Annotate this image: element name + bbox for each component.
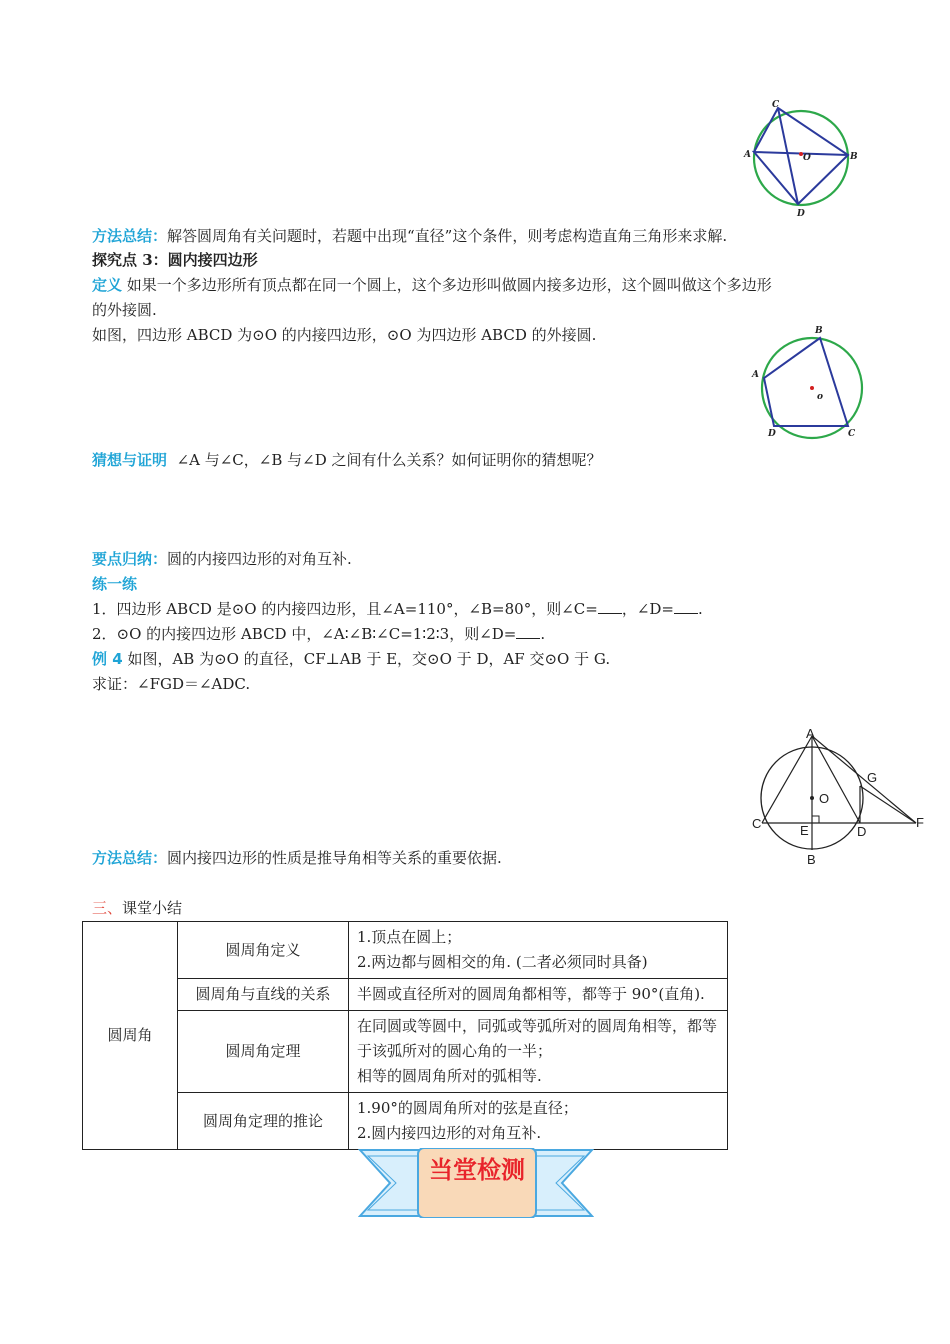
practice-question-2 [92,624,545,644]
label-O: O [803,153,811,163]
table-content-line: 在同圆或等圆中，同弧或等弧所对的圆周角相等，都等于该弧所对的圆心角的一半； [357,1017,718,1060]
table-row [83,1093,728,1150]
table-topic-cell: 圆周角与直线的关系 [178,979,349,1011]
method-summary-2 [92,848,502,868]
method-summary-label: 方法总结： [92,849,168,867]
table-content-cell [349,1011,728,1093]
section-title-explore-3: 探究点 3：圆内接四边形 [92,251,258,269]
figure-circle-diameter [740,98,864,222]
key-point-text: 圆的内接四边形的对角互补. [167,550,352,568]
table-topic-cell: 圆周角定理 [178,1011,349,1093]
table-content-line: 相等的圆周角所对的弧相等. [357,1067,542,1085]
definition-line-1 [92,275,772,295]
practice-q2-end: . [540,625,546,643]
label-A: A [744,150,751,160]
key-point [92,549,352,569]
practice-q2-text: 2．⊙O 的内接四边形 ABCD 中，∠A∶∠B∶∠C=1∶2∶3，则∠D= [92,625,517,643]
label-D: D [797,209,805,219]
label-C: C [772,100,780,110]
label-F: F [916,815,924,830]
table-content-line: 2.两边都与圆相交的角. (二者必须同时具备) [357,953,648,971]
label-O: o [817,392,824,402]
figure-example-4 [748,726,932,868]
practice-q1-text: 1．四边形 ABCD 是⊙O 的内接四边形，且∠A=110°，∠B=80°，则∠C= [92,600,598,618]
conjecture-text: ∠A 与∠C，∠B 与∠D 之间有什么关系？如何证明你的猜想呢？ [176,451,602,469]
practice-q1-mid: ，∠D= [621,600,674,618]
example-4-prove: 求证：∠FGD＝∠ADC. [92,675,251,693]
label-B: B [850,152,858,162]
table-content-line: 半圆或直径所对的圆周角都相等，都等于 90°(直角). [357,985,705,1003]
table-root-cell: 圆周角 [83,922,178,1150]
conjecture [92,450,602,470]
practice-q1-end: . [697,600,703,618]
label-B: B [807,852,816,867]
method-summary-text: 解答圆周角有关问题时，若题中出现“直径”这个条件，则考虑构造直角三角形来求解. [167,227,728,245]
label-B: B [815,326,823,336]
label-A: A [752,370,759,380]
method-summary-text: 圆内接四边形的性质是推导角相等关系的重要依据. [167,849,502,867]
answer-blank-angle-d[interactable] [516,624,540,639]
section-title: 课堂小结 [122,899,183,917]
conjecture-label: 猜想与证明 [92,451,168,469]
label-E: E [800,823,809,838]
section-number: 三、 [92,899,123,917]
practice-question-1 [92,599,703,619]
table-topic-cell: 圆周角定理的推论 [178,1093,349,1150]
table-row [83,979,728,1011]
figure-note: 如图，四边形 ABCD 为⊙O 的内接四边形，⊙O 为四边形 ABCD 的外接圆. [92,326,597,344]
table-content-line: 1.顶点在圆上； [357,928,462,946]
definition-line-2: 的外接圆. [92,301,157,319]
definition-text: 如果一个多边形所有顶点都在同一个圆上，这个多边形叫做圆内接多边形，这个圆叫做这个多边形 [126,276,772,294]
table-topic-cell: 圆周角定义 [178,922,349,979]
label-D: D [768,429,776,439]
table-content-line: 1.90°的圆周角所对的弦是直径； [357,1099,578,1117]
figure-inscribed-quadrilateral [748,322,872,442]
table-content-cell [349,1093,728,1150]
label-O: O [819,791,830,806]
definition-label: 定义 [92,276,123,294]
label-C: C [848,429,856,439]
method-summary-label: 方法总结： [92,227,168,245]
table-row [83,1011,728,1093]
summary-table [82,921,728,1150]
practice-title: 练一练 [92,575,138,593]
class-summary-heading [92,898,182,918]
answer-blank-d[interactable] [674,599,698,614]
key-point-label: 要点归纳： [92,550,168,568]
label-D: D [857,824,867,839]
example-4-text: 如图，AB 为⊙O 的直径，CF⊥AB 于 E，交⊙O 于 D，AF 交⊙O 于 G. [127,650,611,668]
table-row [83,922,728,979]
table-content-line: 2.圆内接四边形的对角互补. [357,1124,542,1142]
badge-label: 当堂检测 [429,1156,525,1184]
table-content-cell [349,979,728,1011]
example-4 [92,649,610,669]
answer-blank-c[interactable] [598,599,622,614]
example-4-label: 例 4 [92,650,123,668]
method-summary-1 [92,226,727,246]
label-A: A [806,726,815,741]
label-C: C [752,816,762,831]
label-G: G [867,770,878,785]
table-content-cell [349,922,728,979]
